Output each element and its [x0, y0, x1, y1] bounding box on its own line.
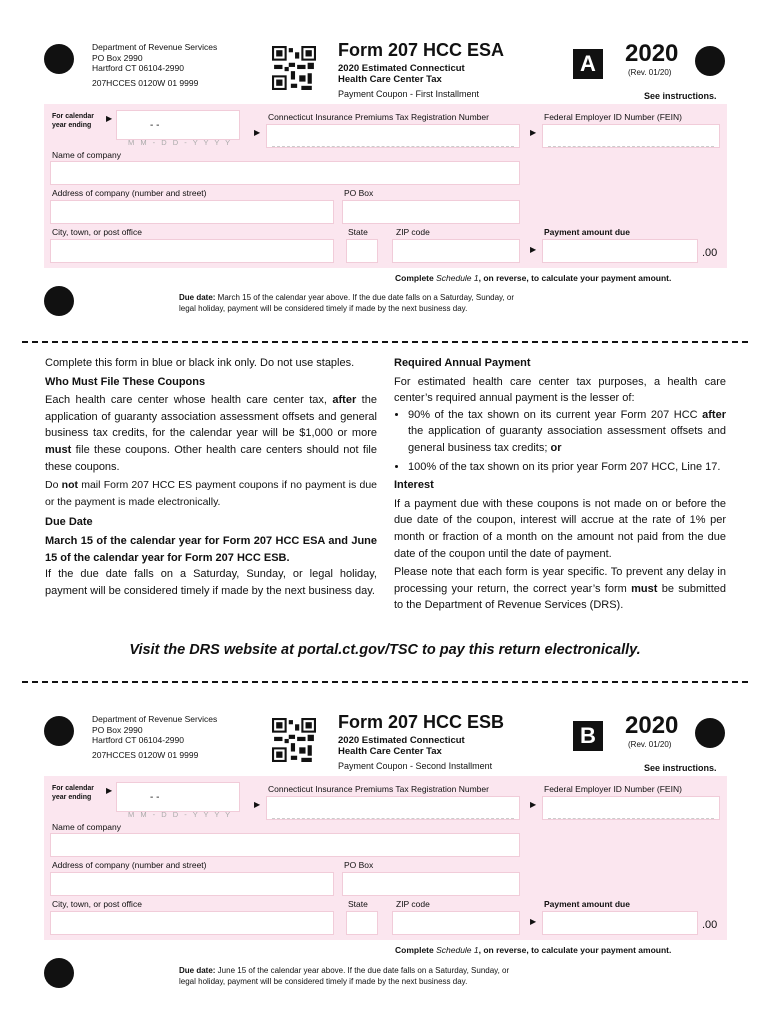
note-a: Please note that each form is year specific. To prevent any delay in processing your return, the correct year’s form — [394, 566, 726, 595]
date-format-hint: M M - D D - Y Y Y Y — [128, 810, 233, 819]
instructions-right-column — [394, 355, 726, 614]
due-date-paragraph: If the due date falls on a Saturday, Sunday, or legal holiday, payment will be considered timely if made by the next business day. — [45, 568, 377, 597]
pobox-label: PO Box — [344, 188, 374, 198]
cipt-digit-guides — [272, 818, 514, 819]
note-c: be submitted to the Department of Revenue Services (DRS). — [394, 582, 726, 612]
coupon-letter-badge: A — [573, 49, 603, 79]
form-installment: Payment Coupon - Second Installment — [338, 761, 493, 771]
company-address-label: Address of company (number and street) — [52, 188, 207, 198]
due-date-text: June 15 of the calendar year above. If the due date falls on a Saturday, Sunday, or — [215, 966, 510, 975]
year-ending-input[interactable] — [116, 110, 240, 140]
punch-hole-icon — [695, 46, 725, 76]
complete-pre: Complete — [395, 273, 437, 283]
form-code: 207HCCES 0120W 01 9999 — [92, 77, 199, 88]
cipt-registration-label: Connecticut Insurance Premiums Tax Registration Number — [268, 112, 489, 122]
company-address-label: Address of company (number and street) — [52, 860, 207, 870]
year-specific-note — [394, 564, 726, 614]
form-subtitle: 2020 Estimated Connecticut — [338, 63, 465, 74]
qr-code-icon — [272, 718, 316, 762]
date-separator: - - — [150, 792, 160, 803]
payment-amount-label: Payment amount due — [544, 899, 630, 909]
fein-input[interactable] — [542, 796, 720, 820]
zip-label: ZIP code — [396, 227, 430, 237]
date-format-hint: M M - D D - Y Y Y Y — [128, 138, 233, 147]
company-name-input[interactable] — [50, 833, 520, 857]
who-text-must: must — [45, 443, 72, 456]
fein-label: Federal Employer ID Number (FEIN) — [544, 112, 682, 122]
form-code: 207HCCES 0120W 01 9999 — [92, 749, 199, 760]
tax-year: 2020 — [625, 40, 679, 67]
form-installment: Payment Coupon - First Installment — [338, 89, 480, 99]
cents-label: .00 — [702, 247, 718, 259]
bullet1-or: or — [550, 441, 562, 454]
revision-date: (Rev. 01/20) — [628, 68, 672, 77]
coupon-letter-badge: B — [573, 721, 603, 751]
who-text-a: Each health care center whose health care center tax, — [45, 394, 333, 407]
pobox-input[interactable] — [342, 872, 520, 896]
cipt-digit-guides — [272, 146, 514, 147]
arrow-right-icon: ▶ — [530, 800, 537, 809]
fein-digit-guides — [548, 818, 714, 819]
zip-input[interactable] — [392, 239, 520, 263]
drs-website-note: Visit the DRS website at portal.ct.gov/TSC to pay this return electronically. — [129, 642, 641, 658]
tax-year: 2020 — [625, 712, 679, 739]
revision-date: (Rev. 01/20) — [628, 740, 672, 749]
note-must: must — [631, 582, 658, 595]
required-payment-heading: Required Annual Payment — [394, 357, 531, 369]
agency-city: Hartford CT 06104-2990 — [92, 63, 184, 73]
agency-pobox: PO Box 2990 — [92, 724, 143, 735]
arrow-right-icon: ▶ — [530, 128, 537, 137]
company-name-label: Name of company — [52, 822, 121, 832]
calendar-label-line2: year ending — [52, 122, 92, 129]
required-payment-text: For estimated health care center tax purposes, a health care center’s required annual payment is the lesser of: — [394, 375, 726, 405]
date-separator: - - — [150, 120, 160, 131]
do-not-c: mail Form 207 HCC ES payment coupons if no payment is due or the payment is made electronically. — [45, 479, 377, 508]
who-must-file-heading: Who Must File These Coupons — [45, 375, 206, 388]
arrow-right-icon: ▶ — [530, 917, 537, 926]
qr-code-icon — [272, 46, 316, 90]
do-not-b: not — [61, 479, 78, 492]
form-title: Form 207 HCC ESA — [338, 40, 505, 60]
punch-hole-icon — [695, 718, 725, 748]
calendar-label-line2: year ending — [52, 794, 92, 801]
cut-line — [22, 681, 748, 683]
cut-line — [22, 341, 748, 343]
complete-pre: Complete — [395, 945, 437, 955]
fein-digit-guides — [548, 146, 714, 147]
form-subtitle-2: Health Care Center Tax — [338, 74, 442, 85]
punch-hole-icon — [44, 286, 74, 316]
arrow-right-icon: ▶ — [254, 128, 261, 137]
see-instructions: See instructions. — [644, 91, 717, 101]
ink-instruction: Complete this form in blue or black ink only. Do not use staples. — [45, 357, 355, 369]
company-address-input[interactable] — [50, 200, 334, 224]
complete-post: , on reverse, to calculate your payment amount. — [478, 273, 672, 283]
cipt-registration-input[interactable] — [266, 124, 520, 148]
cipt-registration-label: Connecticut Insurance Premiums Tax Registration Number — [268, 784, 489, 794]
agency-address — [92, 42, 217, 88]
state-label: State — [348, 227, 368, 237]
calendar-year-label — [52, 112, 94, 130]
fein-label: Federal Employer ID Number (FEIN) — [544, 784, 682, 794]
payment-amount-input[interactable] — [542, 239, 698, 263]
city-label: City, town, or post office — [52, 899, 142, 909]
instructions-left-column — [45, 355, 377, 599]
arrow-right-icon: ▶ — [106, 114, 113, 123]
calendar-label-line1: For calendar — [52, 113, 95, 120]
year-ending-input[interactable] — [116, 782, 240, 812]
complete-post: , on reverse, to calculate your payment amount. — [478, 945, 672, 955]
cents-label: .00 — [702, 919, 718, 931]
company-address-input[interactable] — [50, 872, 334, 896]
due-date-text-2: legal holiday, payment will be considered timely if made by the next business day. — [179, 303, 468, 313]
agency-pobox: PO Box 2990 — [92, 52, 143, 63]
pobox-input[interactable] — [342, 200, 520, 224]
agency-name: Department of Revenue Services — [92, 714, 218, 724]
company-name-label: Name of company — [52, 150, 121, 160]
who-text-c: the application of guaranty association assessment offsets and general business tax credits, for the calendar year will be $1,000 or more — [45, 394, 377, 440]
payment-amount-label: Payment amount due — [544, 227, 630, 237]
punch-hole-icon — [44, 958, 74, 988]
form-subtitle: 2020 Estimated Connecticut — [338, 735, 465, 746]
punch-hole-icon — [44, 716, 74, 746]
who-text-e: file these coupons. Other health care centers should not file these coupons. — [45, 443, 377, 473]
bullet1-after: after — [702, 408, 726, 421]
due-date-note — [179, 293, 514, 314]
punch-hole-icon — [44, 44, 74, 74]
agency-name: Department of Revenue Services — [92, 42, 218, 52]
who-text-after: after — [332, 394, 357, 407]
complete-schedule-note — [395, 945, 671, 955]
pobox-label: PO Box — [344, 860, 374, 870]
arrow-right-icon: ▶ — [106, 786, 113, 795]
city-input[interactable] — [50, 911, 334, 935]
bullet1-c: the application of guaranty association assessment offsets and general business tax credits; — [408, 425, 726, 454]
agency-city: Hartford CT 06104-2990 — [92, 735, 184, 745]
due-date-text-2: legal holiday, payment will be considered timely if made by the next business day. — [179, 976, 468, 986]
list-item: • 100% of the tax shown on its prior year Form 207 HCC, Line 17. — [408, 459, 726, 476]
due-date-label: Due date: — [179, 966, 216, 975]
form-title: Form 207 HCC ESB — [338, 712, 505, 732]
bullet1-a: 90% of the tax shown on its current year Form 207 HCC — [408, 408, 703, 421]
state-label: State — [348, 899, 368, 909]
arrow-right-icon: ▶ — [254, 800, 261, 809]
see-instructions: See instructions. — [644, 763, 717, 773]
calendar-year-label — [52, 784, 94, 802]
list-item — [408, 407, 726, 457]
city-label: City, town, or post office — [52, 227, 142, 237]
do-not-mail-text — [45, 477, 377, 510]
arrow-right-icon: ▶ — [530, 245, 537, 254]
schedule-reference: Schedule 1 — [436, 273, 479, 283]
schedule-reference: Schedule 1 — [436, 945, 479, 955]
payment-amount-input[interactable] — [542, 911, 698, 935]
complete-schedule-note — [395, 273, 671, 283]
company-name-input[interactable] — [50, 161, 520, 185]
calendar-label-line1: For calendar — [52, 785, 95, 792]
form-subtitle-2: Health Care Center Tax — [338, 746, 442, 757]
who-must-file-text — [45, 392, 377, 475]
required-payment-list — [394, 407, 726, 475]
zip-label: ZIP code — [396, 899, 430, 909]
due-date-note — [179, 966, 509, 987]
state-input[interactable] — [346, 911, 378, 935]
due-date-label: Due date: — [179, 293, 216, 302]
fein-input[interactable] — [542, 124, 720, 148]
zip-input[interactable] — [392, 911, 520, 935]
city-input[interactable] — [50, 239, 334, 263]
interest-text: If a payment due with these coupons is not made on or before the due date of the coupon, interest will accrue at the rate of 1% per month or fraction of a month on the amount not paid from the due date of the coupon until the date of payment. — [394, 497, 726, 560]
agency-address — [92, 714, 217, 760]
cipt-registration-input[interactable] — [266, 796, 520, 820]
due-date-heading: Due Date — [45, 516, 93, 529]
do-not-a: Do — [45, 479, 62, 492]
interest-heading: Interest — [394, 479, 434, 492]
due-date-text: March 15 of the calendar year above. If the due date falls on a Saturday, Sunday, or — [215, 293, 515, 302]
state-input[interactable] — [346, 239, 378, 263]
due-date-bold: March 15 of the calendar year for Form 207 HCC ESA and June 15 of the calendar year for Form 207 HCC ESB. — [45, 534, 377, 564]
